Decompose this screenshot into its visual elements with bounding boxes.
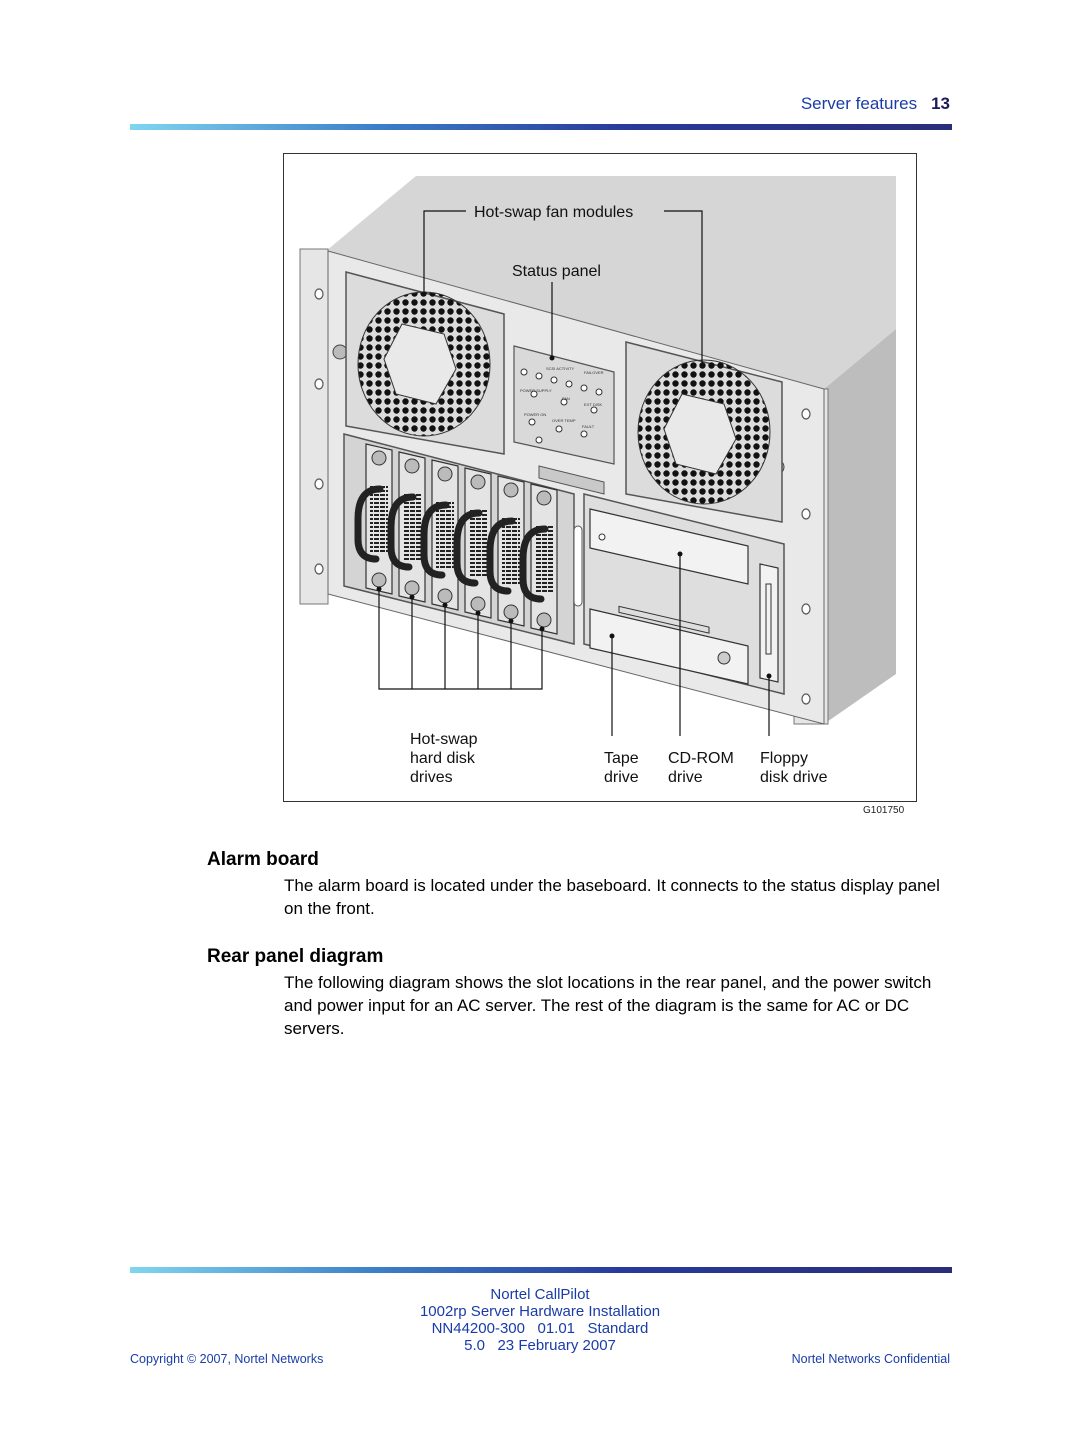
label-floppy-2: disk drive: [760, 769, 828, 786]
running-header: [801, 94, 950, 114]
rack-ear-left: [300, 249, 328, 604]
label-fan-modules: Hot-swap fan modules: [474, 204, 634, 221]
footer-doc-date: 5.0 23 February 2007: [464, 1337, 616, 1354]
label-hard-disk-2: hard disk: [410, 750, 475, 767]
figure-id: G101750: [863, 805, 905, 816]
label-tape-1: Tape: [604, 750, 639, 767]
label-hard-disk-1: Hot-swap: [410, 731, 478, 748]
svg-text:OVER TEMP: OVER TEMP: [552, 418, 576, 423]
server-front-figure: [283, 153, 917, 802]
svg-text:SCSI ACTIVITY: SCSI ACTIVITY: [546, 366, 575, 371]
label-cdrom-1: CD-ROM: [668, 750, 734, 767]
page-number: 13: [931, 94, 950, 113]
section-title: Server features: [800, 94, 918, 113]
section-body-alarm-board: The alarm board is located under the baseboard. It connects to the status display panel on the front.: [284, 876, 940, 918]
chassis-side: [824, 329, 896, 724]
svg-text:EXT DISK: EXT DISK: [584, 402, 603, 407]
header-rule: [130, 124, 952, 130]
floppy-drive: [760, 564, 778, 682]
footer-product: Nortel CallPilot: [490, 1286, 590, 1303]
footer-doc-title: 1002rp Server Hardware Installation: [419, 1303, 661, 1320]
svg-text:POWER ON: POWER ON: [524, 412, 547, 417]
svg-text:FAULT: FAULT: [582, 424, 595, 429]
server-illustration: [284, 154, 916, 801]
section-body-rear-panel: The following diagram shows the slot locations in the rear panel, and the power switch and power input for an AC server. The rest of the diagram is the same for AC or DC servers.: [284, 973, 932, 1038]
section-heading-rear-panel: Rear panel diagram: [207, 946, 384, 967]
svg-text:FAILOVER: FAILOVER: [584, 370, 604, 375]
footer-rule: [130, 1267, 952, 1273]
footer-confidential: Nortel Networks Confidential: [791, 1352, 950, 1366]
footer-copyright: Copyright © 2007, Nortel Networks: [130, 1352, 324, 1366]
svg-text:POWER SUPPLY: POWER SUPPLY: [520, 388, 552, 393]
footer-doc-number: NN44200-300 01.01 Standard: [431, 1320, 649, 1337]
label-floppy-1: Floppy: [760, 750, 809, 767]
footer-doc-info: [340, 1286, 740, 1354]
label-cdrom-2: drive: [668, 769, 703, 786]
label-status-panel: Status panel: [512, 263, 601, 280]
svg-text:FAN: FAN: [562, 396, 570, 401]
section-heading-alarm-board: Alarm board: [207, 849, 319, 870]
label-hard-disk-3: drives: [410, 769, 453, 786]
label-tape-2: drive: [604, 769, 639, 786]
